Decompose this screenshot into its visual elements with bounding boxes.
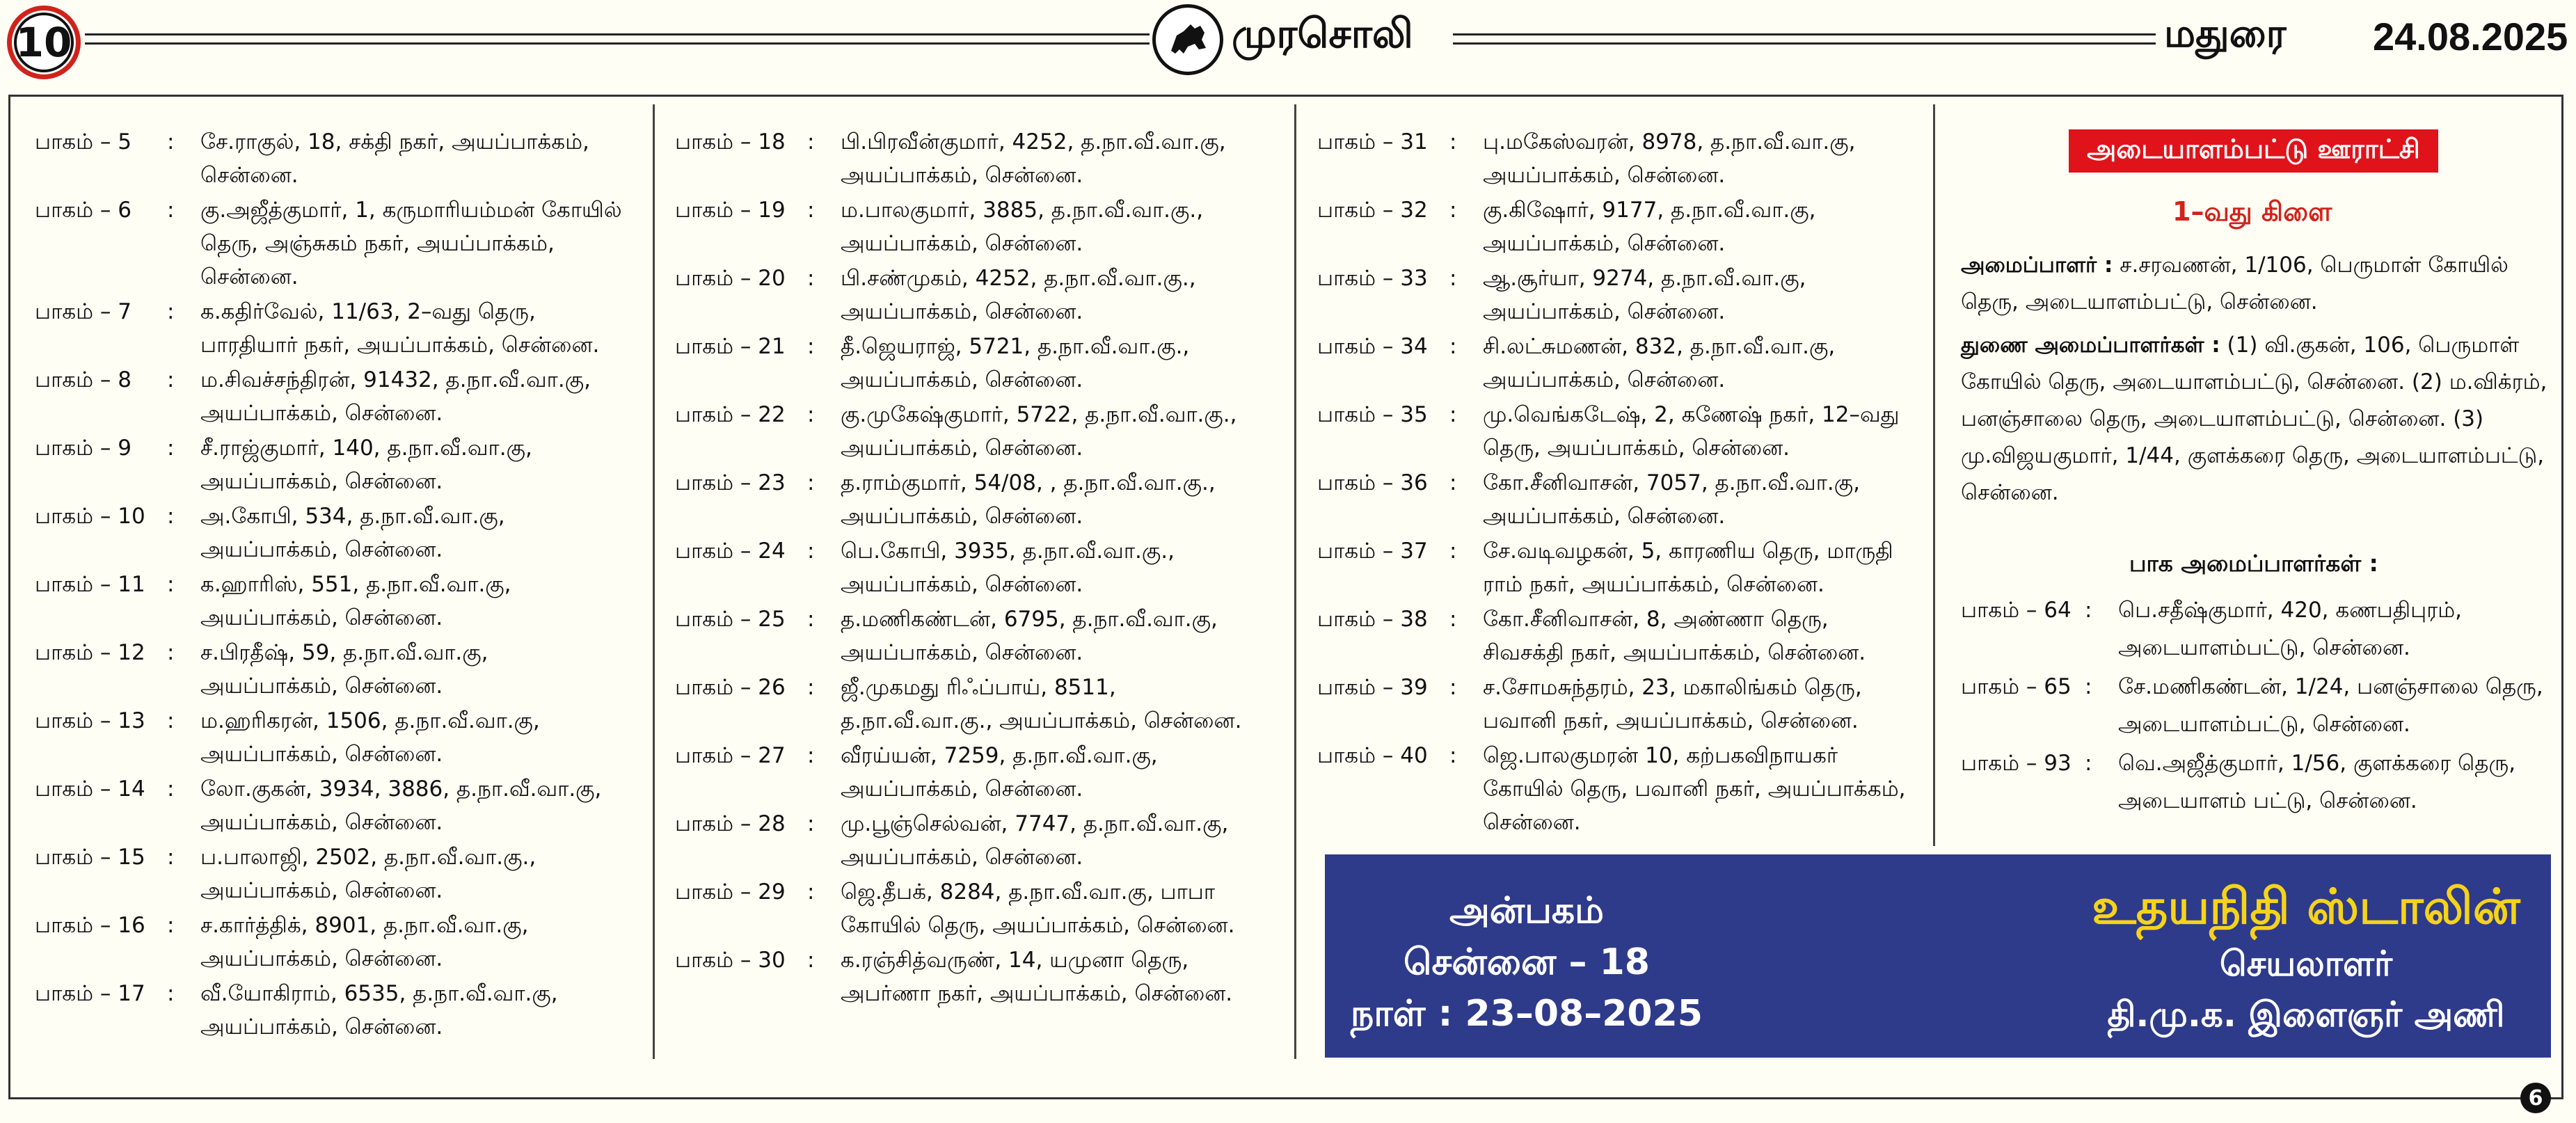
member-details: ச.சோமசுந்தரம், 23, மகாலிங்கம் தெரு, பவானி நகர், அயப்பாக்கம், சென்னை. (1483, 675, 1862, 733)
signature-banner (1325, 854, 2551, 1058)
separator: : (807, 948, 815, 973)
member-details: ப.பாலாஜி, 2502, த.நா.வீ.வா.கு., அயப்பாக்கம், சென்னை. (200, 845, 536, 903)
column-1-list (35, 125, 626, 1045)
member-details: ம.ஹரிகரன், 1506, த.நா.வீ.வா.கு, அயப்பாக்கம், சென்னை. (200, 708, 540, 767)
list-item (35, 568, 626, 635)
separator: : (807, 198, 815, 223)
header-rule-right (1453, 33, 2156, 45)
separator: : (807, 811, 815, 836)
banner-city: சென்னை – 18 (1404, 941, 1650, 983)
pagam-label: பாகம் – 31 (1317, 129, 1428, 154)
separator: : (807, 129, 815, 154)
separator: : (1449, 607, 1457, 632)
separator: : (1449, 198, 1457, 223)
member-details: த.மணிகண்டன், 6795, த.நா.வீ.வா.கு, அயப்பாக்கம், சென்னை. (841, 607, 1218, 665)
separator: : (1449, 743, 1457, 768)
separator: : (807, 539, 815, 564)
pagam-label: பாகம் – 32 (1317, 198, 1428, 223)
pagam-label: பாகம் – 36 (1317, 470, 1428, 495)
member-details: சி.லட்சுமணன், 832, த.நா.வீ.வா.கு, அயப்பாக்கம், சென்னை. (1483, 334, 1836, 392)
member-details: சே.வடிவழகன், 5, காரணிய தெரு, மாருதி ராம் நகர், அயப்பாக்கம், சென்னை. (1483, 539, 1893, 597)
separator: : (2085, 674, 2092, 699)
list-item (35, 193, 626, 294)
separator: : (1449, 539, 1457, 564)
member-details: த.ராம்குமார், 54/08, , த.நா.வீ.வா.கு., அயப்பாக்கம், சென்னை. (841, 470, 1216, 529)
list-item (1317, 466, 1916, 533)
separator: : (167, 436, 175, 461)
member-details: பு.மகேஸ்வரன், 8978, த.நா.வீ.வா.கு, அயப்பாக்கம், சென்னை. (1483, 129, 1856, 188)
list-item (675, 739, 1273, 806)
column-3-list (1317, 125, 1916, 841)
paper-name: முரசொலி (1232, 10, 1413, 57)
pagam-label: பாகம் – 64 (1961, 598, 2072, 623)
member-details: க.ஹாரிஸ், 551, த.நா.வீ.வா.கு, அயப்பாக்கம், சென்னை. (200, 572, 511, 630)
pagam-label: பாகம் – 21 (675, 334, 786, 359)
pagam-label: பாகம் – 93 (1961, 751, 2072, 776)
pagam-label: பாகம் – 19 (675, 198, 786, 223)
member-details: பி.சண்முகம், 4252, த.நா.வீ.வா.கு., அயப்பாக்கம், சென்னை. (841, 266, 1196, 324)
list-item (35, 704, 626, 771)
pagam-label: பாகம் – 38 (1317, 607, 1428, 632)
member-details: ம.சிவச்சந்திரன், 91432, த.நா.வீ.வா.கு, அயப்பாக்கம், சென்னை. (200, 367, 591, 426)
pagam-label: பாகம் – 14 (35, 776, 145, 802)
pagam-label: பாகம் – 24 (675, 539, 786, 564)
list-item (1317, 125, 1916, 192)
column-divider (1933, 104, 1935, 846)
list-item (1317, 193, 1916, 260)
separator: : (167, 981, 175, 1006)
member-details: கு.கிஷோர், 9177, த.நா.வீ.வா.கு, அயப்பாக்கம், சென்னை. (1483, 198, 1816, 256)
pagam-label: பாகம் – 8 (35, 367, 132, 392)
header-rule-left (85, 33, 1150, 45)
list-item (675, 807, 1273, 874)
deputy-paragraph (1961, 327, 2552, 511)
murasoli-logo-icon (1152, 4, 1223, 75)
separator: : (167, 299, 175, 324)
panchayat-title: அடையாளம்பட்டு ஊராட்சி (2069, 129, 2438, 173)
list-item (675, 671, 1273, 738)
pagam-label: பாகம் – 18 (675, 129, 786, 154)
member-details: ம.பாலகுமார், 3885, த.நா.வீ.வா.கு., அயப்பாக்கம், சென்னை. (841, 198, 1204, 256)
member-details: ஜீ.முகமது ரிஃப்பாய், 8511, த.நா.வீ.வா.கு., அயப்பாக்கம், சென்னை. (841, 675, 1242, 733)
member-details: மு.வெங்கடேஷ், 2, கணேஷ் நகர், 12–வது தெரு, அயப்பாக்கம், சென்னை. (1483, 402, 1900, 461)
pagam-label: பாகம் – 34 (1317, 334, 1428, 359)
pagam-label: பாகம் – 28 (675, 811, 786, 836)
separator: : (167, 845, 175, 870)
member-details: சே.மணிகண்டன், 1/24, பனஞ்சாலை தெரு, அடையாளம்பட்டு, சென்னை. (2118, 674, 2543, 737)
edition-date: 24.08.2025 (2373, 15, 2568, 58)
list-item (675, 534, 1273, 601)
list-item (1961, 591, 2552, 667)
pagam-label: பாகம் – 5 (35, 129, 132, 154)
deputy-label: துணை அமைப்பாளர்கள் : (1961, 333, 2220, 358)
member-details: க.கதிர்வேல், 11/63, 2–வது தெரு, பாரதியார் நகர், அயப்பாக்கம், சென்னை. (200, 299, 600, 358)
banner-date: நாள் : 23–08–2025 (1351, 993, 1703, 1035)
separator: : (807, 607, 815, 632)
pagam-label: பாகம் – 30 (675, 948, 786, 973)
branch-title: 1–வது கிளை (2172, 196, 2332, 227)
organizer-paragraph (1961, 247, 2552, 321)
section-heading: பாக அமைப்பாளர்கள் : (2129, 550, 2378, 577)
list-item (1961, 744, 2552, 820)
pagam-label: பாகம் – 40 (1317, 743, 1428, 768)
list-item (1317, 603, 1916, 669)
separator: : (807, 743, 815, 768)
separator: : (1449, 266, 1457, 291)
pagam-label: பாகம் – 7 (35, 299, 132, 324)
separator: : (167, 572, 175, 597)
pagam-label: பாகம் – 11 (35, 572, 145, 597)
separator: : (1449, 129, 1457, 154)
separator: : (1449, 675, 1457, 700)
member-details: சே.ராகுல், 18, சக்தி நகர், அயப்பாக்கம், சென்னை. (200, 129, 589, 188)
separator: : (1449, 470, 1457, 495)
corner-badge: 6 (2520, 1083, 2551, 1113)
separator: : (167, 913, 175, 938)
pagam-label: பாகம் – 35 (1317, 402, 1428, 427)
separator: : (1449, 402, 1457, 427)
banner-left (1325, 885, 1728, 1040)
member-details: வீ.யோகிராம், 6535, த.நா.வீ.வா.கு, அயப்பாக்கம், சென்னை. (200, 981, 558, 1040)
pagam-label: பாகம் – 17 (35, 981, 145, 1006)
list-item (1317, 534, 1916, 601)
pagam-label: பாகம் – 13 (35, 708, 145, 733)
pagam-label: பாகம் – 29 (675, 879, 786, 905)
member-details: ஆ.சூர்யா, 9274, த.நா.வீ.வா.கு, அயப்பாக்கம், சென்னை. (1483, 266, 1806, 324)
list-item (675, 466, 1273, 533)
column-divider (653, 104, 655, 1059)
deputy-text: (1) வி.குகன், 106, பெருமாள் கோயில் தெரு, அடையாளம்பட்டு, சென்னை. (2) ம.விக்ரம், பனஞ்சாலை தெரு, அடையாளம்பட்டு, சென்னை. (3) மு.விஜயகுமார், 1/44, குளக்கரை தெரு, அடையாளம்பட்டு, சென்னை. (1961, 333, 2547, 505)
member-details: க.ரஞ்சித்வருண், 14, யமுனா தெரு, அபர்ணா நகர், அயப்பாக்கம், சென்னை. (841, 948, 1233, 1006)
pagam-label: பாகம் – 15 (35, 845, 145, 870)
pagam-label: பாகம் – 10 (35, 504, 145, 529)
member-details: ஜெ.தீபக், 8284, த.நா.வீ.வா.கு, பாபா கோயில் தெரு, அயப்பாக்கம், சென்னை. (841, 879, 1235, 938)
list-item (675, 875, 1273, 942)
separator: : (807, 266, 815, 291)
pagam-label: பாகம் – 16 (35, 913, 145, 938)
list-item (35, 977, 626, 1044)
list-item (1317, 330, 1916, 397)
member-details: கோ.சீனிவாசன், 8, அண்ணா தெரு, சிவசக்தி நகர், அயப்பாக்கம், சென்னை. (1483, 607, 1866, 665)
member-details: வீரய்யன், 7259, த.நா.வீ.வா.கு, அயப்பாக்கம், சென்னை. (841, 743, 1158, 802)
banner-place: அன்பகம் (1449, 890, 1604, 932)
separator: : (807, 470, 815, 495)
list-item (35, 125, 626, 192)
pagam-label: பாகம் – 22 (675, 402, 786, 427)
edition-city: மதுரை (2164, 11, 2287, 56)
page-number: 10 (14, 13, 74, 72)
pagam-label: பாகம் – 20 (675, 266, 786, 291)
list-item (35, 909, 626, 975)
pagam-label: பாகம் – 27 (675, 743, 786, 768)
member-details: ச.கார்த்திக், 8901, த.நா.வீ.வா.கு, அயப்பாக்கம், சென்னை. (200, 913, 529, 971)
page-header (0, 0, 2576, 82)
list-item (675, 193, 1273, 260)
pagam-label: பாகம் – 6 (35, 198, 132, 223)
organizer-label: அமைப்பாளர் : (1961, 253, 2113, 278)
member-details: கு.அஜீத்குமார், 1, கருமாரியம்மன் கோயில் தெரு, அஞ்சுகம் நகர், அயப்பாக்கம், சென்னை. (200, 198, 622, 289)
list-item (35, 500, 626, 566)
list-item (35, 431, 626, 498)
list-item (35, 295, 626, 362)
list-item (675, 330, 1273, 397)
page-number-badge (7, 6, 81, 79)
list-item (1961, 668, 2552, 743)
separator: : (807, 334, 815, 359)
list-item (675, 603, 1273, 669)
pagam-label: பாகம் – 26 (675, 675, 786, 700)
list-item (1317, 262, 1916, 328)
list-item (35, 772, 626, 839)
pagam-label: பாகம் – 37 (1317, 539, 1428, 564)
list-item (675, 398, 1273, 465)
member-details: பெ.கோபி, 3935, த.நா.வீ.வா.கு., அயப்பாக்கம், சென்னை. (841, 539, 1175, 597)
list-item (675, 125, 1273, 192)
list-item (35, 636, 626, 703)
member-details: கு.முகேஷ்குமார், 5722, த.நா.வீ.வா.கு., அயப்பாக்கம், சென்னை. (841, 402, 1237, 461)
separator: : (807, 402, 815, 427)
pagam-label: பாகம் – 12 (35, 640, 145, 665)
separator: : (167, 776, 175, 802)
separator: : (167, 708, 175, 733)
member-details: மு.பூஞ்செல்வன், 7747, த.நா.வீ.வா.கு, அயப்பாக்கம், சென்னை. (841, 811, 1229, 870)
member-details: ச.பிரதீஷ், 59, த.நா.வீ.வா.கு, அயப்பாக்கம், சென்னை. (200, 640, 488, 699)
member-details: கோ.சீனிவாசன், 7057, த.நா.வீ.வா.கு, அயப்பாக்கம், சென்னை. (1483, 470, 1860, 529)
signatory-name: உதயநிதி ஸ்டாலின் (2092, 878, 2520, 935)
pagam-label: பாகம் – 39 (1317, 675, 1428, 700)
separator: : (167, 198, 175, 223)
list-item (675, 943, 1273, 1010)
member-details: சீ.ராஜ்குமார், 140, த.நா.வீ.வா.கு, அயப்பாக்கம், சென்னை. (200, 436, 532, 494)
right-list (1961, 591, 2552, 821)
pagam-label: பாகம் – 65 (1961, 674, 2072, 699)
banner-right (2090, 875, 2522, 1040)
pagam-label: பாகம் – 25 (675, 607, 786, 632)
pagam-label: பாகம் – 33 (1317, 266, 1428, 291)
pagam-label: பாகம் – 23 (675, 470, 786, 495)
member-details: லோ.குகன், 3934, 3886, த.நா.வீ.வா.கு, அயப்பாக்கம், சென்னை. (200, 776, 602, 835)
list-item (1317, 398, 1916, 465)
separator: : (167, 640, 175, 665)
list-item (675, 262, 1273, 328)
member-details: வெ.அஜீத்குமார், 1/56, குளக்கரை தெரு, அடையாளம் பட்டு, சென்னை. (2118, 751, 2516, 813)
separator: : (807, 675, 815, 700)
list-item (35, 363, 626, 430)
member-details: அ.கோபி, 534, த.நா.வீ.வா.கு, அயப்பாக்கம், சென்னை. (200, 504, 505, 562)
member-details: ஜெ.பாலகுமரன் 10, கற்பகவிநாயகர் கோயில் தெரு, பவானி நகர், அயப்பாக்கம், சென்னை. (1483, 743, 1906, 835)
signatory-wing: தி.மு.க. இளைஞர் அணி (2107, 994, 2505, 1035)
organizer-text: ச.சரவணன், 1/106, பெருமாள் கோயில் தெரு, அடையாளம்பட்டு, சென்னை. (1961, 253, 2509, 314)
member-details: தீ.ஜெயராஜ், 5721, த.நா.வீ.வா.கு., அயப்பாக்கம், சென்னை. (841, 334, 1190, 392)
list-item (1317, 671, 1916, 738)
list-item (1317, 739, 1916, 839)
list-item (35, 841, 626, 907)
separator: : (807, 879, 815, 905)
separator: : (167, 129, 175, 154)
pagam-label: பாகம் – 9 (35, 436, 132, 461)
separator: : (2085, 598, 2092, 623)
column-2-list (675, 125, 1273, 1012)
separator: : (167, 504, 175, 529)
signatory-role: செயலாளர் (2219, 943, 2393, 984)
separator: : (2085, 751, 2092, 776)
separator: : (167, 367, 175, 392)
column-divider (1294, 104, 1296, 1059)
member-details: பி.பிரவீன்குமார், 4252, த.நா.வீ.வா.கு, அயப்பாக்கம், சென்னை. (841, 129, 1226, 188)
member-details: பெ.சதீஷ்குமார், 420, கணபதிபுரம், அடையாளம்பட்டு, சென்னை. (2118, 598, 2463, 660)
separator: : (1449, 334, 1457, 359)
